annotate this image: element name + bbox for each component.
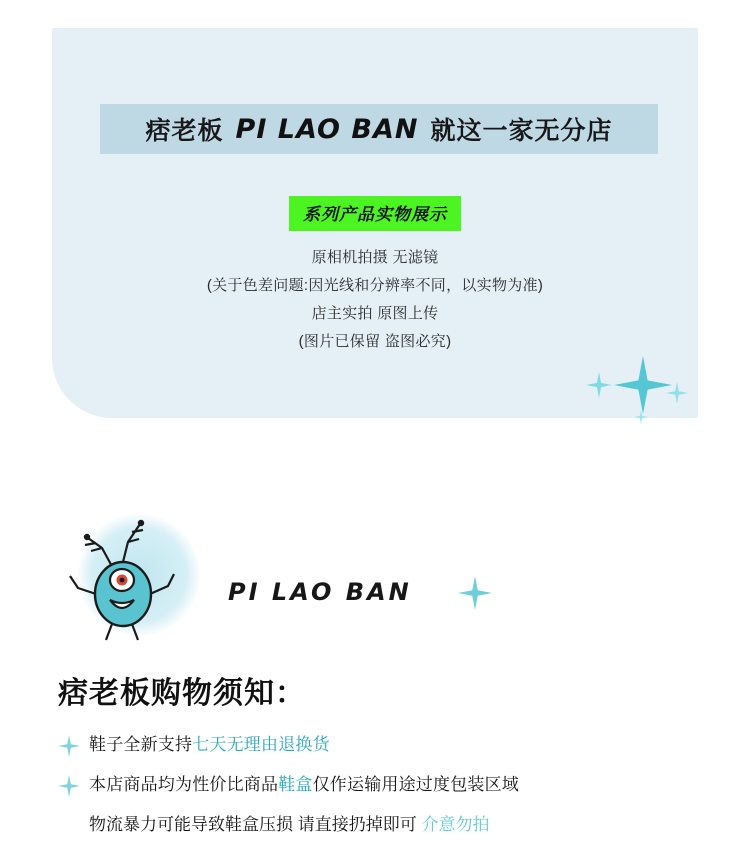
shopping-notice-title: 痞老板购物须知： [58, 677, 306, 710]
sparkle-bullet-icon [58, 735, 80, 757]
sparkle-icon [634, 410, 648, 424]
shopping-notice-list [58, 732, 698, 838]
brand-title-cn-right: 就这一家无分店 [430, 117, 613, 145]
notice-2-sub-pre: 物流暴力可能导致鞋盒压损 请直接扔掉即可 [89, 815, 422, 834]
brand-title-bar [100, 104, 658, 154]
notice-1-highlight: 七天无理由退换货 [192, 735, 330, 754]
brand-row [0, 500, 750, 650]
sparkle-icon [586, 372, 612, 398]
hero-line-3: 店主实拍 原图上传 [311, 305, 439, 322]
notice-2-sub-highlight: 介意勿拍 [421, 815, 490, 834]
notice-item-subtext [89, 812, 698, 838]
sparkle-cluster [578, 352, 698, 432]
notice-2-post: 仅作运输用途过度包装区域 [312, 775, 520, 794]
notice-item-text [89, 772, 519, 798]
notice-item-text [89, 732, 330, 758]
brand-title-cn-left: 痞老板 [145, 117, 224, 145]
hero-line-1: 原相机拍摄 无滤镜 [311, 249, 439, 266]
sparkle-icon [614, 356, 672, 414]
notice-2-pre: 本店商品均为性价比商品 [89, 775, 279, 794]
notice-1-pre: 鞋子全新支持 [89, 735, 193, 754]
series-showcase-tag [289, 196, 461, 231]
notice-2-highlight: 鞋盒 [278, 775, 313, 794]
notice-item [58, 772, 698, 798]
notice-item [58, 732, 698, 758]
hero-line-4: (图片已保留 盗图必究) [298, 333, 452, 350]
sparkle-bullet-icon [58, 775, 80, 797]
brand-title-en: PI LAO BAN [235, 113, 419, 145]
hero-description [52, 244, 698, 356]
series-showcase-tag-label: 系列产品实物展示 [303, 205, 447, 224]
plankton-mascot-icon [44, 508, 204, 648]
sparkle-icon [458, 576, 492, 610]
hero-line-2: (关于色差问题:因光线和分辨率不同，以实物为准) [206, 277, 544, 294]
brand-wordmark: PI LAO BAN [228, 578, 412, 606]
